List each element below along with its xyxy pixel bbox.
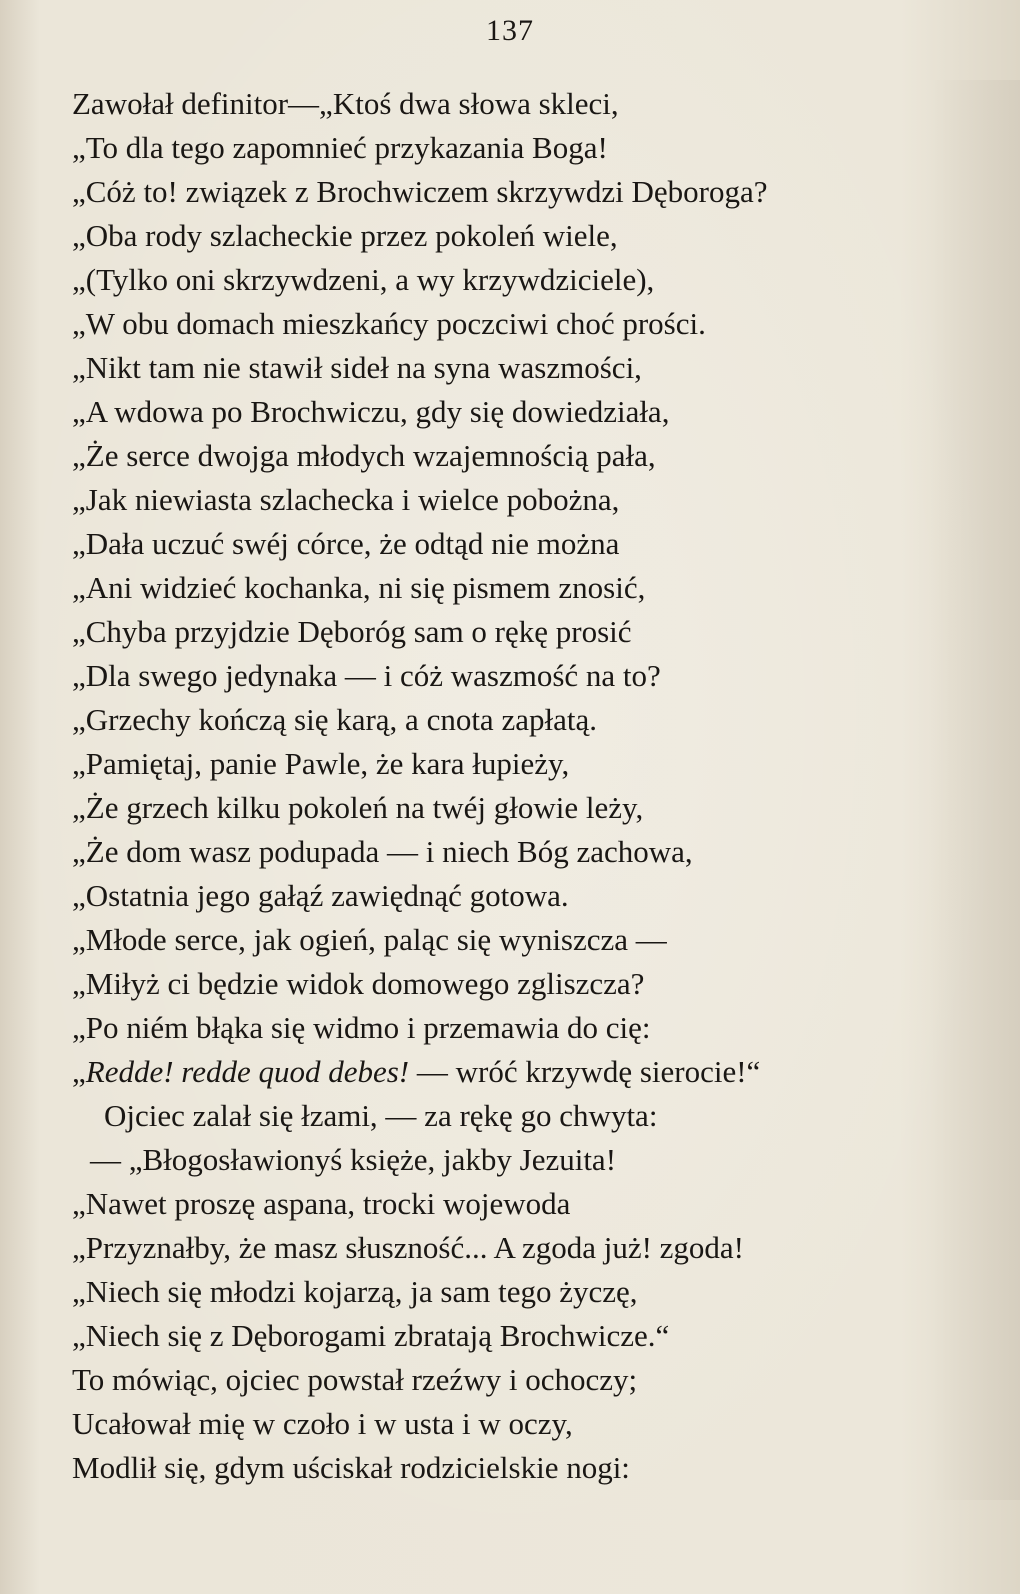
poem-line-8: „A wdowa po Brochwiczu, gdy się dowiedziała,	[72, 394, 670, 429]
poem-line-21: „Miłyż ci będzie widok domowego zgliszcza?	[72, 966, 645, 1001]
poem-line-26: „Nawet proszę aspana, trocki wojewoda	[72, 1186, 571, 1221]
poem-line-23-latin: Redde! redde quod debes!	[85, 1054, 410, 1089]
page-number: 137	[486, 14, 534, 47]
poem-line-29: „Niech się z Dęborogami zbratają Brochwicze.“	[72, 1318, 670, 1353]
poem-line-32: Modlił się, gdym uściskał rodzicielskie nogi:	[72, 1450, 630, 1485]
poem-line-23-rest: — wróć krzywdę sierocie!“	[409, 1054, 761, 1089]
poem-line-31: Ucałował mię w czoło i w usta i w oczy,	[72, 1406, 573, 1441]
poem-line-19: „Ostatnia jego gałąź zawiędnąć gotowa.	[72, 878, 569, 913]
poem-line-9: „Że serce dwojga młodych wzajemnością pała,	[72, 438, 656, 473]
poem-line-4: „Oba rody szlacheckie przez pokoleń wiele,	[72, 218, 618, 253]
poem-line-30: To mówiąc, ojciec powstał rzeźwy i ochoczy;	[72, 1362, 638, 1397]
poem-line-11: „Dała uczuć swéj córce, że odtąd nie można	[72, 526, 620, 561]
poem-line-27: „Przyznałby, że masz słuszność... A zgoda już! zgoda!	[72, 1230, 745, 1265]
poem-line-20: „Młode serce, jak ogień, paląc się wyniszcza —	[72, 922, 667, 957]
poem-line-5: „(Tylko oni skrzywdzeni, a wy krzywdziciele),	[72, 262, 655, 297]
poem-line-15: „Grzechy kończą się karą, a cnota zapłatą.	[72, 702, 597, 737]
poem-line-18: „Że dom wasz podupada — i niech Bóg zachowa,	[72, 834, 693, 869]
poem-line-13: „Chyba przyjdzie Dęboróg sam o rękę prosić	[72, 614, 632, 649]
poem-line-24: Ojciec zalał się łzami, — za rękę go chwyta:	[104, 1098, 658, 1133]
poem-line-16: „Pamiętaj, panie Pawle, że kara łupieży,	[72, 746, 570, 781]
poem-line-23-lead: „	[72, 1054, 86, 1089]
page-bleed-through	[930, 80, 1020, 1500]
poem-line-10: „Jak niewiasta szlachecka i wielce pobożna,	[72, 482, 620, 517]
poem-line-22: „Po niém błąka się widmo i przemawia do cię:	[72, 1010, 651, 1045]
poem-line-25: — „Błogosławionyś księże, jakby Jezuita!	[90, 1142, 617, 1177]
poem-line-12: „Ani widzieć kochanka, ni się pismem znosić,	[72, 570, 646, 605]
poem-line-28: „Niech się młodzi kojarzą, ja sam tego życzę,	[72, 1274, 638, 1309]
poem-line-17: „Że grzech kilku pokoleń na twéj głowie leży,	[72, 790, 644, 825]
poem-line-14: „Dla swego jedynaka — i cóż waszmość na to?	[72, 658, 661, 693]
poem-line-23	[72, 1050, 760, 1094]
poem-line-2: „To dla tego zapomnieć przykazania Boga!	[72, 130, 608, 165]
poem-line-1: Zawołał definitor—„Ktoś dwa słowa skleci,	[72, 86, 619, 121]
poem-line-7: „Nikt tam nie stawił sideł na syna waszmości,	[72, 350, 642, 385]
poem-line-3: „Cóż to! związek z Brochwiczem skrzywdzi Dęboroga?	[72, 174, 768, 209]
poem-line-6: „W obu domach mieszkańcy poczciwi choć prości.	[72, 306, 706, 341]
